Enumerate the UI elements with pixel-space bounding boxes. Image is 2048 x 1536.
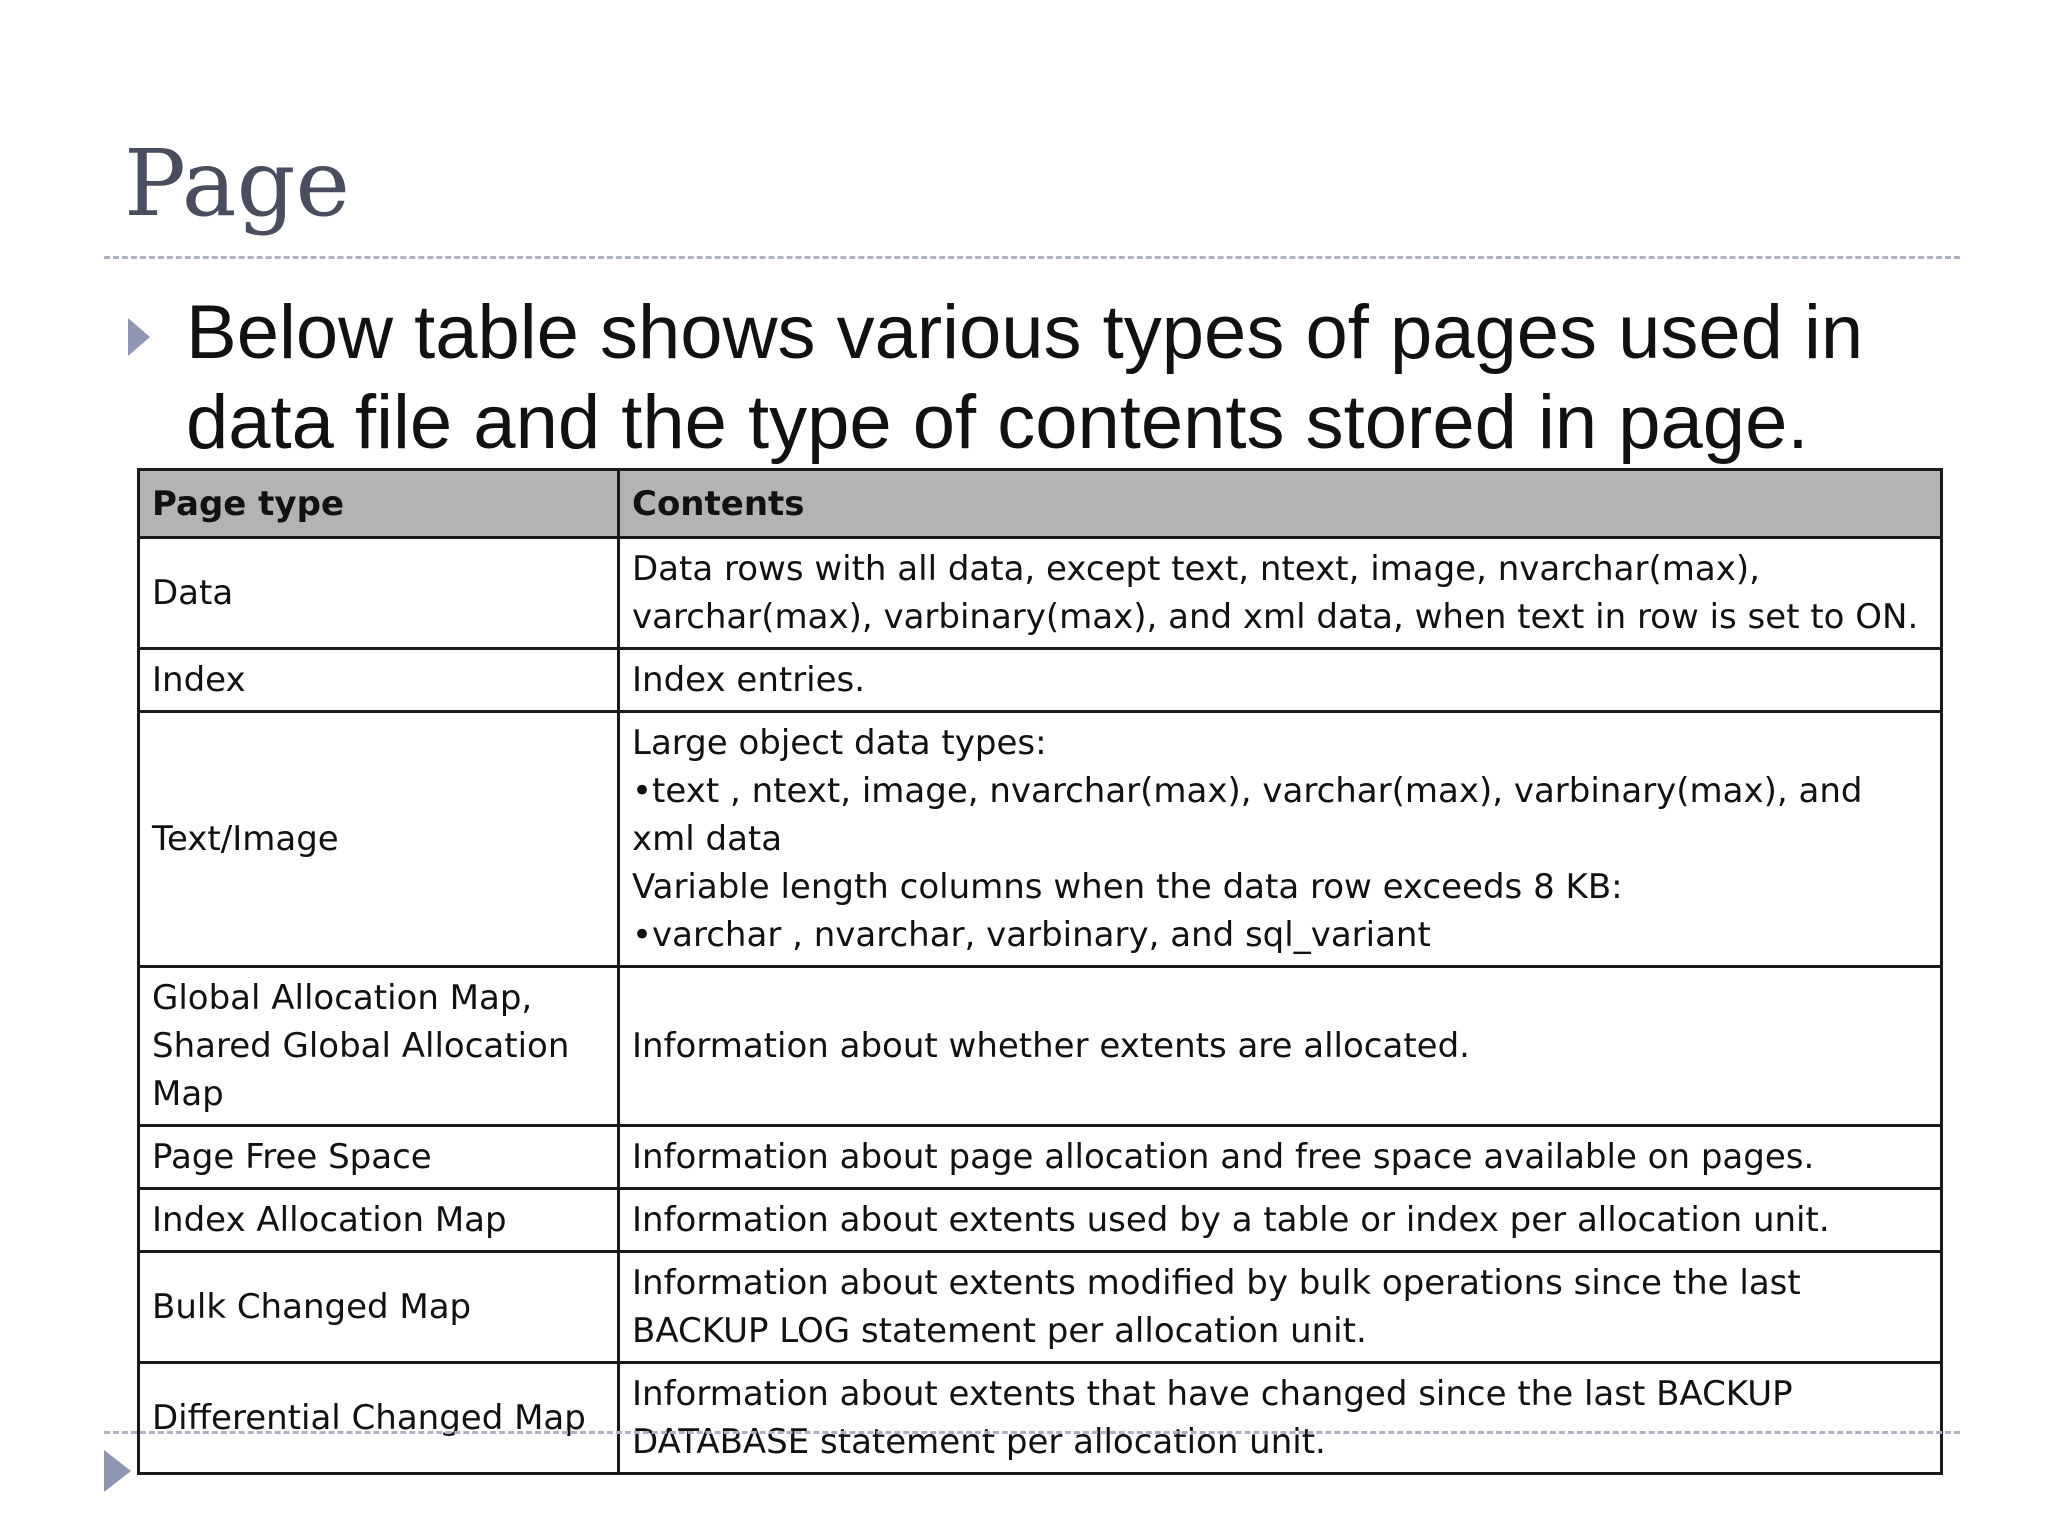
footer-divider [104,1431,1960,1434]
page-type-cell: Bulk Changed Map [139,1252,619,1363]
contents-cell [619,1189,1942,1252]
title-divider [104,256,1960,259]
contents-line: Information about page allocation and free space available on pages. [632,1137,1815,1177]
contents-line: Index entries. [632,660,866,700]
table-row [139,712,1942,967]
table-header-row [139,470,1942,538]
contents-line: •varchar , nvarchar, varbinary, and sql_variant [632,915,1431,955]
contents-line: Large object data types: [632,723,1047,763]
triangle-bullet-icon [128,318,150,356]
contents-line: Data rows with all data, except text, ntext, image, nvarchar(max), varchar(max), varbinary(max), and xml data, when text in row is set to ON. [632,549,1919,637]
contents-cell [619,649,1942,712]
next-slide-arrow-icon[interactable] [104,1450,131,1492]
table-row [139,1126,1942,1189]
page-type-cell: Index Allocation Map [139,1189,619,1252]
contents-cell [619,712,1942,967]
contents-cell [619,967,1942,1126]
page-type-cell: Page Free Space [139,1126,619,1189]
contents-cell [619,1363,1942,1474]
header-contents: Contents [619,470,1942,538]
table-row [139,538,1942,649]
table-body [139,538,1942,1474]
slide-title: Page [124,130,350,237]
table-row [139,1189,1942,1252]
contents-line: •text , ntext, image, nvarchar(max), varchar(max), varbinary(max), and xml data [632,771,1863,859]
table-row [139,649,1942,712]
page-type-cell: Data [139,538,619,649]
contents-cell [619,1252,1942,1363]
table-row [139,967,1942,1126]
page-type-cell: Index [139,649,619,712]
contents-line: Information about extents that have changed since the last BACKUP DATABASE statement per allocation unit. [632,1374,1793,1462]
contents-line: Information about extents used by a table or index per allocation unit. [632,1200,1830,1240]
header-page-type: Page type [139,470,619,538]
contents-line: Information about whether extents are allocated. [632,1026,1470,1066]
contents-cell [619,1126,1942,1189]
page-type-cell: Text/Image [139,712,619,967]
page-type-cell: Global Allocation Map, Shared Global Allocation Map [139,967,619,1126]
contents-cell [619,538,1942,649]
table-row [139,1363,1942,1474]
contents-line: Information about extents modified by bulk operations since the last BACKUP LOG statement per allocation unit. [632,1263,1801,1351]
page-type-cell: Differential Changed Map [139,1363,619,1474]
contents-line: Variable length columns when the data row exceeds 8 KB: [632,867,1623,907]
table-row [139,1252,1942,1363]
page-types-table [137,468,1943,1475]
bullet-text: Below table shows various types of pages used in data file and the type of contents stored in page. [186,290,1864,465]
